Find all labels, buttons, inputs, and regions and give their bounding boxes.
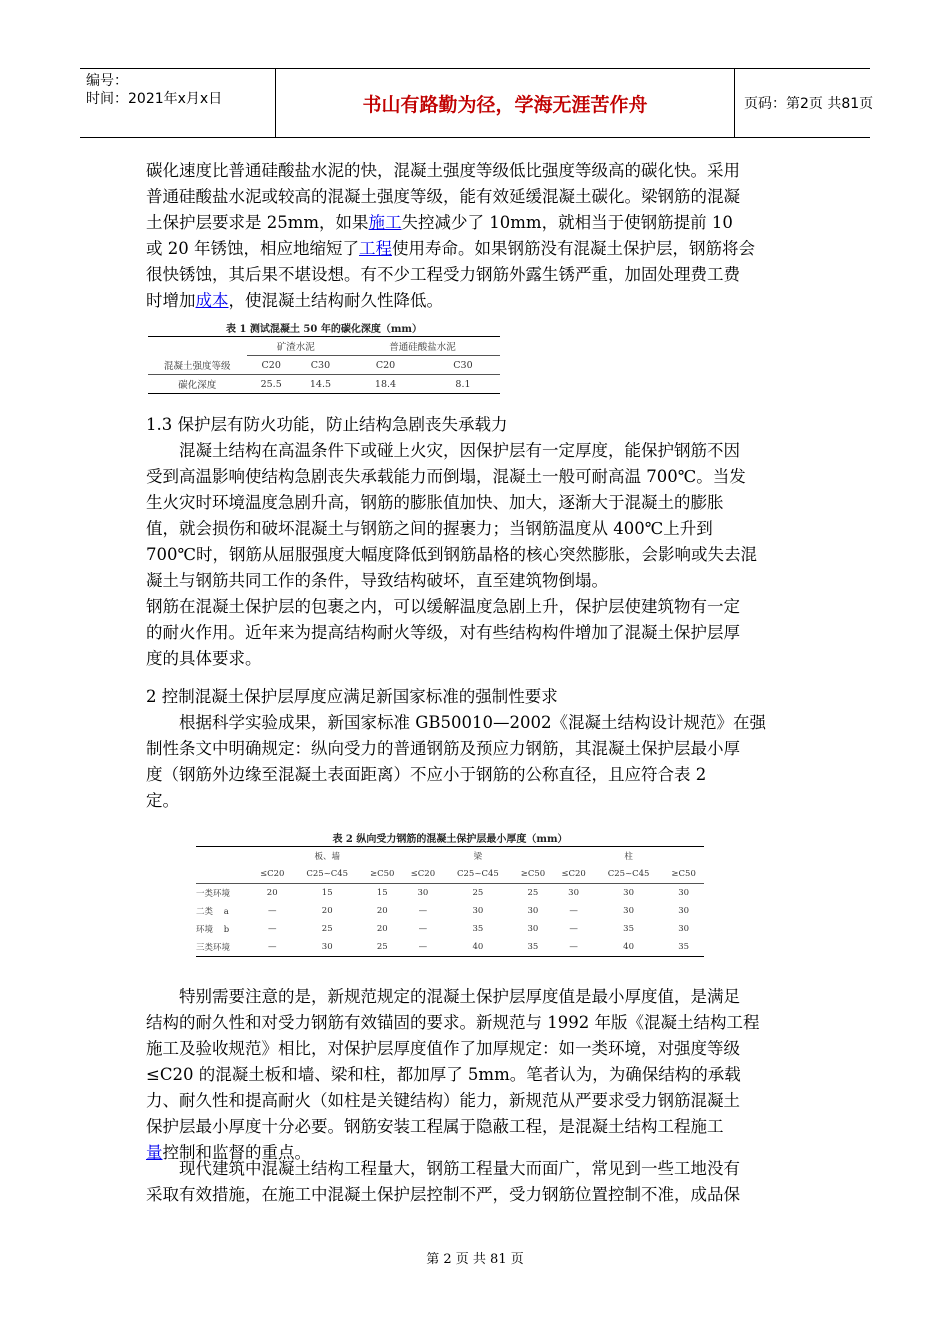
table-cell: — — [418, 906, 428, 916]
paragraph-modern-construction — [146, 1156, 858, 1208]
grade-header: C20 — [375, 359, 396, 371]
grade-header: C20 — [261, 359, 281, 371]
table-min-cover-thickness — [196, 830, 704, 957]
table-cell: 25 — [376, 942, 388, 952]
row-header: 混凝土强度等级 — [164, 360, 231, 372]
text-line: 制性条文中明确规定：纵向受力的普通钢筋及预应力钢筋，其混凝土保护层最小厚 — [146, 739, 740, 758]
table-cell: 35 — [472, 924, 484, 934]
table-cell: 35 — [527, 942, 539, 952]
grade-header: ≥C50 — [520, 869, 546, 879]
paragraph-carbonation — [146, 158, 858, 314]
text-line: 定。 — [146, 791, 179, 810]
table-cell: — — [418, 924, 428, 934]
text-line: 采取有效措施，在施工中混凝土保护层控制不严，受力钢筋位置控制不准，成品保 — [146, 1185, 740, 1204]
table-cell: 20 — [376, 906, 388, 916]
grade-header: C25~C45 — [607, 869, 650, 879]
text-line: 很快锈蚀，其后果不堪设想。有不少工程受力钢筋外露生锈严重，加固处理费工费 — [146, 265, 740, 284]
text-run: 控制和监督的重点。 — [162, 1143, 311, 1162]
table-cell: — — [267, 942, 277, 952]
table-caption: 表 2 纵向受力钢筋的混凝土保护层最小厚度（mm） — [332, 834, 568, 845]
table-cell: 25 — [321, 924, 333, 934]
table-cell: 30 — [568, 888, 579, 898]
text-line: 普通硅酸盐水泥或较高的混凝土强度等级，能有效延缓混凝土碳化。梁钢筋的混凝 — [146, 187, 740, 206]
text-line: 度的具体要求。 — [146, 649, 262, 668]
table-cell: 40 — [623, 942, 634, 952]
text-run: 失控减少了 10mm，就相当于使钢筋提前 10 — [401, 213, 733, 232]
text-line: 凝土与钢筋共同工作的条件，导致结构破坏，直至建筑物倒塌。 — [146, 571, 608, 590]
number-label: 编号： — [86, 73, 128, 89]
table-cell: 25 — [472, 888, 484, 898]
table-row — [196, 902, 704, 920]
table-row — [196, 884, 704, 903]
table-cell: 35 — [623, 924, 634, 934]
text-run: 土保护层要求是 25mm，如果 — [146, 213, 369, 232]
text-run: 时增加 — [146, 291, 196, 310]
group-header: 普通硅酸盐水泥 — [345, 337, 500, 356]
text-line: 700℃时，钢筋从屈服强度大幅度降低到钢筋晶格的核心突然膨胀，会影响或失去混 — [146, 545, 757, 564]
grade-header: C25~C45 — [306, 869, 349, 879]
table-cell: 15 — [321, 888, 333, 898]
text-run: ，使混凝土结构耐久性降低。 — [228, 291, 443, 310]
text-line: 特别需要注意的是，新规范规定的混凝土保护层厚度值是最小厚度值，是满足 — [179, 987, 740, 1006]
grade-header: ≤C20 — [259, 869, 285, 879]
group-header: 板、墙 — [314, 852, 340, 862]
page-header — [80, 68, 874, 138]
text-line: 力、耐久性和提高耐火（如柱是关键结构）能力，新规范从严要求受力钢筋混凝土 — [146, 1091, 740, 1110]
table-cell: 8.1 — [455, 378, 471, 390]
section-title: 1.3 保护层有防火功能，防止结构急剧丧失承载力 — [146, 415, 508, 434]
table-cell: 30 — [678, 888, 690, 898]
link-engineering[interactable]: 工程 — [359, 239, 392, 258]
header-motto: 书山有路勤为径，学海无涯苦作舟 — [276, 69, 735, 137]
table-cell: 30 — [527, 924, 539, 934]
table-cell: — — [569, 906, 578, 916]
text-line: 受到高温影响使结构急剧丧失承载能力而倒塌，混凝土一般可耐高温 700℃。当发 — [146, 467, 746, 486]
table-cell: 30 — [623, 906, 634, 916]
page-footer: 第 2 页 共 81 页 — [426, 1252, 524, 1267]
link-construction[interactable]: 施工 — [368, 213, 402, 232]
grade-header: ≤C20 — [561, 869, 586, 879]
text-line: 的耐火作用。近年来为提高结构耐火等级，对有些结构构件增加了混凝土保护层厚 — [146, 623, 740, 642]
table-cell: 25 — [527, 888, 539, 898]
table-row — [196, 920, 704, 938]
text-line: 度（钢筋外边缘至混凝土表面距离）不应小于钢筋的公称直径，且应符合表 2 — [146, 765, 707, 784]
text-line: 钢筋在混凝土保护层的包裹之内，可以缓解温度急剧上升，保护层使建筑物有一定 — [146, 597, 740, 616]
table-cell: 30 — [678, 906, 690, 916]
row-label: 环境 b — [196, 925, 230, 935]
group-header: 梁 — [473, 852, 483, 862]
group-header: 柱 — [624, 852, 633, 862]
table-cell: — — [418, 942, 428, 952]
link-quality[interactable]: 量 — [146, 1143, 163, 1162]
text-line — [146, 236, 858, 262]
table-cell: — — [267, 924, 277, 934]
table-carbonation-depth — [148, 320, 500, 394]
text-line: 施工及验收规范》相比，对保护层厚度值作了加厚规定：如一类环境，对强度等级 — [146, 1039, 740, 1058]
group-header: 矿渣水泥 — [247, 337, 346, 356]
header-page-info: 页码：第2页 共81页 — [744, 96, 874, 112]
table-cell: 18.4 — [374, 378, 397, 390]
text-line: 现代建筑中混凝土结构工程量大，钢筋工程量大而面广，常见到一些工地没有 — [179, 1159, 740, 1178]
grade-header: ≥C50 — [671, 869, 696, 879]
grade-header: C30 — [310, 359, 331, 371]
table-cell: 40 — [472, 942, 484, 952]
table-row — [196, 938, 704, 957]
table-cell: — — [569, 942, 578, 952]
grade-header: C30 — [453, 359, 473, 371]
table-cell: 14.5 — [309, 378, 332, 390]
text-line: 保护层最小厚度十分必要。钢筋安装工程属于隐蔽工程，是混凝土结构工程施工 — [146, 1117, 724, 1136]
section-title: 2 控制混凝土保护层厚度应满足新国家标准的强制性要求 — [146, 687, 558, 706]
section-standard — [146, 684, 858, 814]
text-line: 值，就会损伤和破坏混凝土与钢筋之间的握裹力；当钢筋温度从 400℃上升到 — [146, 519, 713, 538]
time-label: 时间：2021年x月x日 — [86, 91, 223, 107]
text-line: 结构的耐久性和对受力钢筋有效锚固的要求。新规范与 1992 年版《混凝土结构工程 — [146, 1013, 760, 1032]
grade-header: C25~C45 — [457, 869, 499, 879]
table-cell: 30 — [472, 906, 484, 916]
text-line: ≤C20 的混凝土板和墙、梁和柱，都加厚了 5mm。笔者认为，为确保结构的承载 — [146, 1065, 741, 1084]
table-cell: 25.5 — [260, 378, 282, 390]
section-fire-protection — [146, 412, 858, 672]
text-line: 根据科学实验成果，新国家标准 GB50010—2002《混凝土结构设计规范》在强 — [179, 713, 767, 732]
row-label: 碳化深度 — [178, 380, 217, 391]
table-cell: 20 — [376, 924, 388, 934]
text-line: 碳化速度比普通硅酸盐水泥的快，混凝土强度等级低比强度等级高的碳化快。采用 — [146, 161, 740, 180]
text-line: 混凝土结构在高温条件下或碰上火灾，因保护层有一定厚度，能保护钢筋不因 — [179, 441, 740, 460]
table-cell: — — [267, 906, 277, 916]
table-cell: 30 — [321, 942, 333, 952]
table-cell: 20 — [266, 888, 278, 898]
grade-header: ≤C20 — [410, 869, 436, 879]
table-caption: 表 1 测试混凝土 50 年的碳化深度（mm） — [226, 324, 422, 335]
text-line: 生火灾时环境温度急剧升高，钢筋的膨胀值加快、加大，逐渐大于混凝土的膨胀 — [146, 493, 724, 512]
grade-header: ≥C50 — [370, 869, 395, 879]
text-run: 使用寿命。如果钢筋没有混凝土保护层，钢筋将会 — [392, 239, 755, 258]
paragraph-new-spec — [146, 984, 858, 1166]
table-cell: 30 — [678, 924, 690, 934]
text-line — [146, 288, 858, 314]
table-cell: 30 — [623, 888, 634, 898]
table-cell: 35 — [678, 942, 690, 952]
table-cell: 30 — [417, 888, 429, 898]
row-label: 三类环境 — [196, 943, 231, 953]
text-line — [146, 210, 858, 236]
table-cell: 30 — [527, 906, 539, 916]
link-cost[interactable]: 成本 — [195, 291, 229, 310]
row-label: 一类环境 — [196, 889, 231, 899]
header-meta — [80, 69, 276, 137]
table-cell: 20 — [321, 906, 333, 916]
table-cell: — — [569, 924, 578, 934]
row-label: 二类 a — [196, 907, 229, 917]
text-run: 或 20 年锈蚀，相应地缩短了 — [146, 239, 359, 258]
table-cell: 15 — [376, 888, 388, 898]
